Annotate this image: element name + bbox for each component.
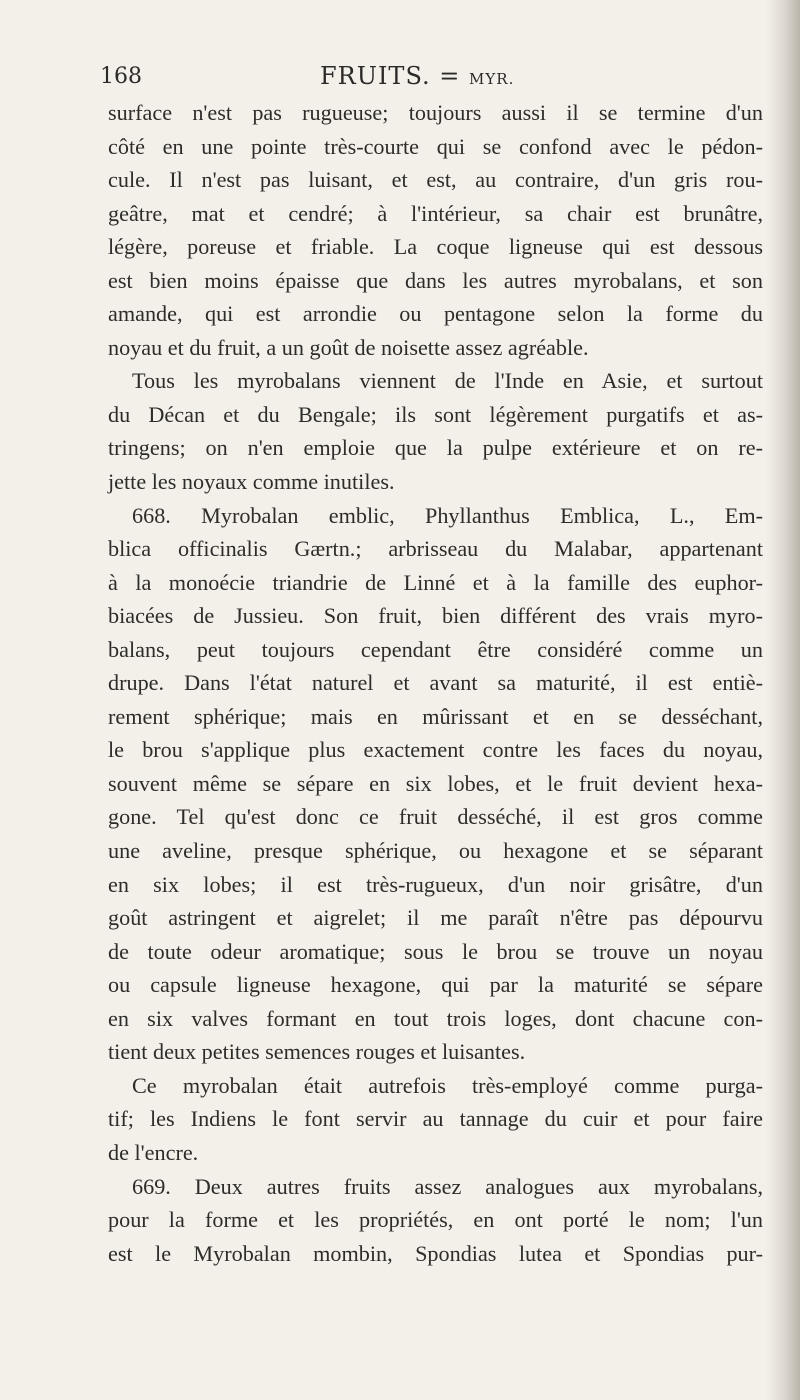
text-line: jette les noyaux comme inutiles. — [108, 469, 395, 495]
text-line: cule. Il n'est pas luisant, et est, au contraire, d'un gris rou- — [108, 167, 763, 193]
text-line: Ce myrobalan était autrefois très-employé comme purga- — [132, 1072, 763, 1098]
text-line: est le Myrobalan mombin, Spondias lutea et Spondias pur- — [108, 1240, 763, 1266]
text-line: noyau et du fruit, a un goût de noisette assez agréable. — [108, 334, 589, 360]
running-head-abbrev: MYR. — [469, 70, 515, 88]
text-line: geâtre, mat et cendré; à l'intérieur, sa chair est brunâtre, — [108, 200, 763, 226]
text-line: de l'encre. — [108, 1139, 199, 1165]
text-line: 668. Myrobalan emblic, Phyllanthus Emblica, L., Em- — [132, 502, 763, 528]
text-line: légère, poreuse et friable. La coque ligneuse qui est dessous — [108, 234, 763, 260]
text-line: amande, qui est arrondie ou pentagone selon la forme du — [108, 301, 763, 327]
text-line: à la monoécie triandrie de Linné et à la famille des euphor- — [108, 569, 763, 595]
text-line: de toute odeur aromatique; sous le brou se trouve un noyau — [108, 938, 763, 964]
text-line: gone. Tel qu'est donc ce fruit desséché, il est gros comme — [108, 804, 763, 830]
page-header — [100, 58, 760, 98]
text-line: le brou s'applique plus exactement contre les faces du noyau, — [108, 737, 763, 763]
text-line: en six valves formant en tout trois loges, dont chacune con- — [108, 1005, 763, 1031]
text-line: côté en une pointe très-courte qui se confond avec le pédon- — [108, 133, 763, 159]
text-line: du Décan et du Bengale; ils sont légèrement purgatifs et as- — [108, 401, 763, 427]
text-line: en six lobes; il est très-rugueux, d'un noir grisâtre, d'un — [108, 871, 763, 897]
text-line: est bien moins épaisse que dans les autres myrobalans, et son — [108, 267, 763, 293]
text-line: souvent même se sépare en six lobes, et le fruit devient hexa- — [108, 770, 763, 796]
text-line: pour la forme et les propriétés, en ont porté le nom; l'un — [108, 1207, 763, 1233]
text-line: blica officinalis Gærtn.; arbrisseau du Malabar, appartenant — [108, 536, 763, 562]
body-text — [108, 96, 763, 1270]
text-line: tif; les Indiens le font servir au tannage du cuir et pour faire — [108, 1106, 763, 1132]
text-line: biacées de Jussieu. Son fruit, bien différent des vrais myro- — [108, 603, 763, 629]
text-line: rement sphérique; mais en mûrissant et en se desséchant, — [108, 703, 763, 729]
text-line: drupe. Dans l'état naturel et avant sa maturité, il est entiè- — [108, 670, 763, 696]
text-line: goût astringent et aigrelet; il me paraît n'être pas dépourvu — [108, 905, 763, 931]
text-line: 669. Deux autres fruits assez analogues aux myrobalans, — [132, 1173, 763, 1199]
page-number: 168 — [100, 64, 142, 89]
text-line: balans, peut toujours cependant être considéré comme un — [108, 636, 763, 662]
text-line: Tous les myrobalans viennent de l'Inde en Asie, et surtout — [132, 368, 763, 394]
running-head-separator: = — [439, 62, 461, 90]
running-head-title: FRUITS. — [320, 62, 431, 90]
text-line: surface n'est pas rugueuse; toujours aussi il se termine d'un — [108, 100, 763, 125]
text-line: tringens; on n'en emploie que la pulpe extérieure et on re- — [108, 435, 763, 461]
text-line: tient deux petites semences rouges et luisantes. — [108, 1039, 526, 1065]
text-line: une aveline, presque sphérique, ou hexagone et se séparant — [108, 838, 763, 864]
running-head — [320, 62, 514, 90]
text-line: ou capsule ligneuse hexagone, qui par la maturité se sépare — [108, 972, 763, 998]
page-edge-shadow — [766, 0, 800, 1400]
